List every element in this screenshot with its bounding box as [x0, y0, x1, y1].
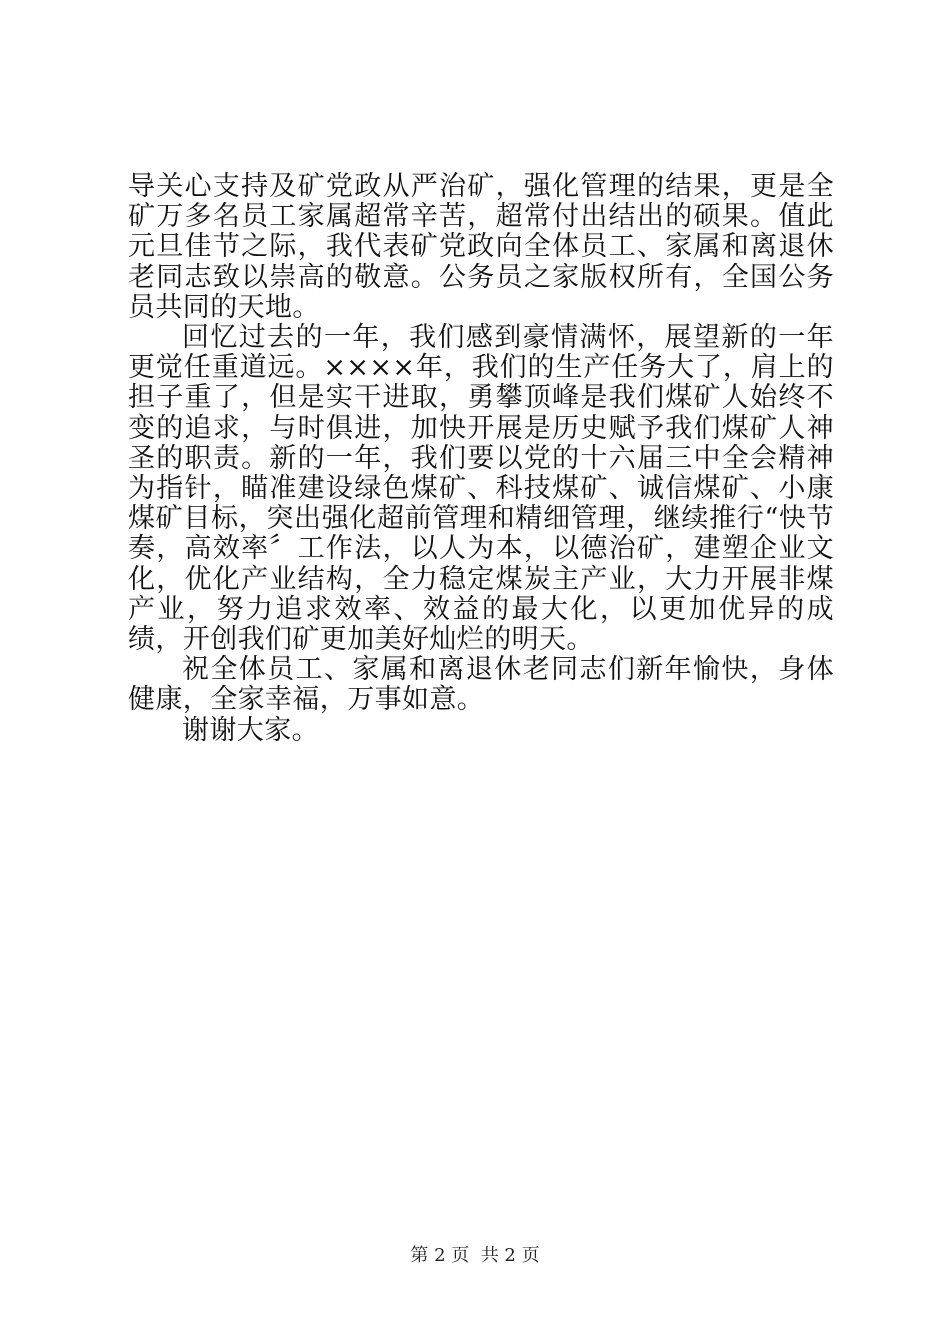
paragraph-continuation: 导关心支持及矿党政从严治矿，强化管理的结果，更是全矿万多名员工家属超常辛苦，超常付出结出的硕果。值此元旦佳节之际，我代表矿党政向全体员工、家属和离退休老同志致以崇高的敬意。公务员之家版权所有，全国公务员共同的天地。 [128, 171, 834, 323]
page-number-label: 第 2 页 共 2 页 [410, 1245, 540, 1266]
paragraph-wishes: 祝全体员工、家属和离退休老同志们新年愉快，身体健康，全家幸福，万事如意。 [128, 654, 834, 716]
paragraph-thanks: 谢谢大家。 [182, 714, 319, 746]
paragraph-review: 回忆过去的一年，我们感到豪情满怀，展望新的一年更觉任重道远。××××年，我们的生产任务大了，肩上的担子重了，但是实干进取，勇攀顶峰是我们煤矿人始终不变的追求，与时俱进，加快开展是历史赋予我们煤矿人神圣的职责。新的一年，我们要以党的十六届三中全会精神为指针，瞄准建设绿色煤矿、科技煤矿、诚信煤矿、小康煤矿目标，突出强化超前管理和精细管理，继续推行“快节奏，高效率〞工作法，以人为本，以德治矿，建塑企业文化，优化产业结构，全力稳定煤炭主产业，大力开展非煤产业，努力追求效率、效益的最大化，以更加优异的成绩，开创我们矿更加美好灿烂的明天。 [128, 322, 834, 656]
document-body [128, 172, 834, 746]
page-footer [0, 1244, 950, 1268]
